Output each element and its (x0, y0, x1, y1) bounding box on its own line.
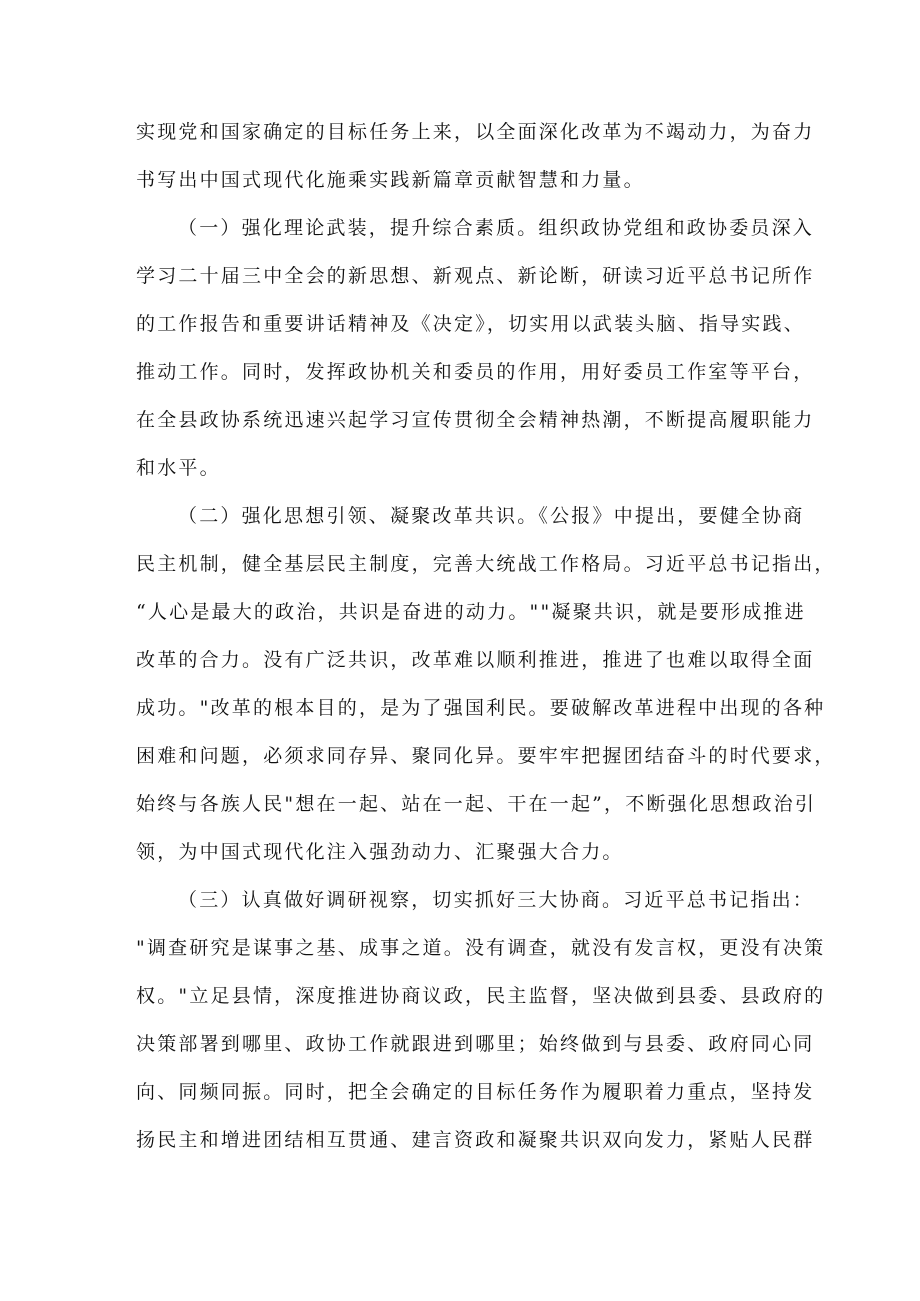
paragraph-3-heading-line: （三）认真做好调研视察，切实抓好三大协商。习近平总书记指出： (178, 889, 815, 911)
text-line: 学习二十届三中全会的新思想、新观点、新论断，研读习近平总书记所作 (136, 265, 815, 287)
text-line: 实现党和国家确定的目标任务上来，以全面深化改革为不竭动力，为奋力 (136, 121, 815, 143)
text-line: 成功。"改革的根本目的，是为了强国利民。要破解改革进程中出现的各种 (136, 697, 826, 719)
text-line: 推动工作。同时，发挥政协机关和委员的作用，用好委员工作室等平台， (136, 361, 815, 383)
paragraph-2-heading-line: （二）强化思想引领、凝聚改革共识。《公报》中提出，要健全协商 (178, 505, 805, 527)
text-line: 向、同频同振。同时，把全会确定的目标任务作为履职着力重点，坚持发 (136, 1081, 815, 1103)
text-line: 和水平。 (136, 457, 221, 479)
paragraph-1-heading-line: （一）强化理论武装，提升综合素质。组织政协党组和政协委员深入 (178, 217, 815, 239)
text-line: 民主机制，健全基层民主制度，完善大统战工作格局。习近平总书记指出， (136, 553, 836, 575)
text-line: 始终与各族人民"想在一起、站在一起、干在一起”，不断强化思想政治引 (136, 793, 817, 815)
text-line: 书写出中国式现代化施乘实践新篇章贡献智慧和力量。 (136, 169, 645, 191)
text-line: 的工作报告和重要讲话精神及《决定》，切实用以武装头脑、指导实践、 (136, 313, 805, 335)
text-line: 权。"立足县情，深度推进协商议政，民主监督，坚决做到县委、县政府的 (136, 985, 826, 1007)
text-line: 扬民主和增进团结相互贯通、建言资政和凝聚共识双向发力，紧贴人民群 (136, 1129, 815, 1151)
text-line: 困难和问题，必须求同存异、聚同化异。要牢牢把握团结奋斗的时代要求， (136, 745, 836, 767)
text-line: "调查研究是谋事之基、成事之道。没有调查，就没有发言权，更没有决策 (136, 937, 826, 959)
text-line: 决策部署到哪里、政协工作就跟进到哪里；始终做到与县委、政府同心同 (136, 1033, 815, 1055)
text-line: 领，为中国式现代化注入强劲动力、汇聚强大合力。 (136, 841, 624, 863)
text-line: 在全县政协系统迅速兴起学习宣传贯彻全会精神热潮，不断提高履职能力 (136, 409, 815, 431)
text-line: 改革的合力。没有广泛共识，改革难以顺利推进，推进了也难以取得全面 (136, 649, 815, 671)
text-line: “人心是最大的政治，共识是奋进的动力。""凝聚共识，就是要形成推进 (136, 601, 806, 623)
